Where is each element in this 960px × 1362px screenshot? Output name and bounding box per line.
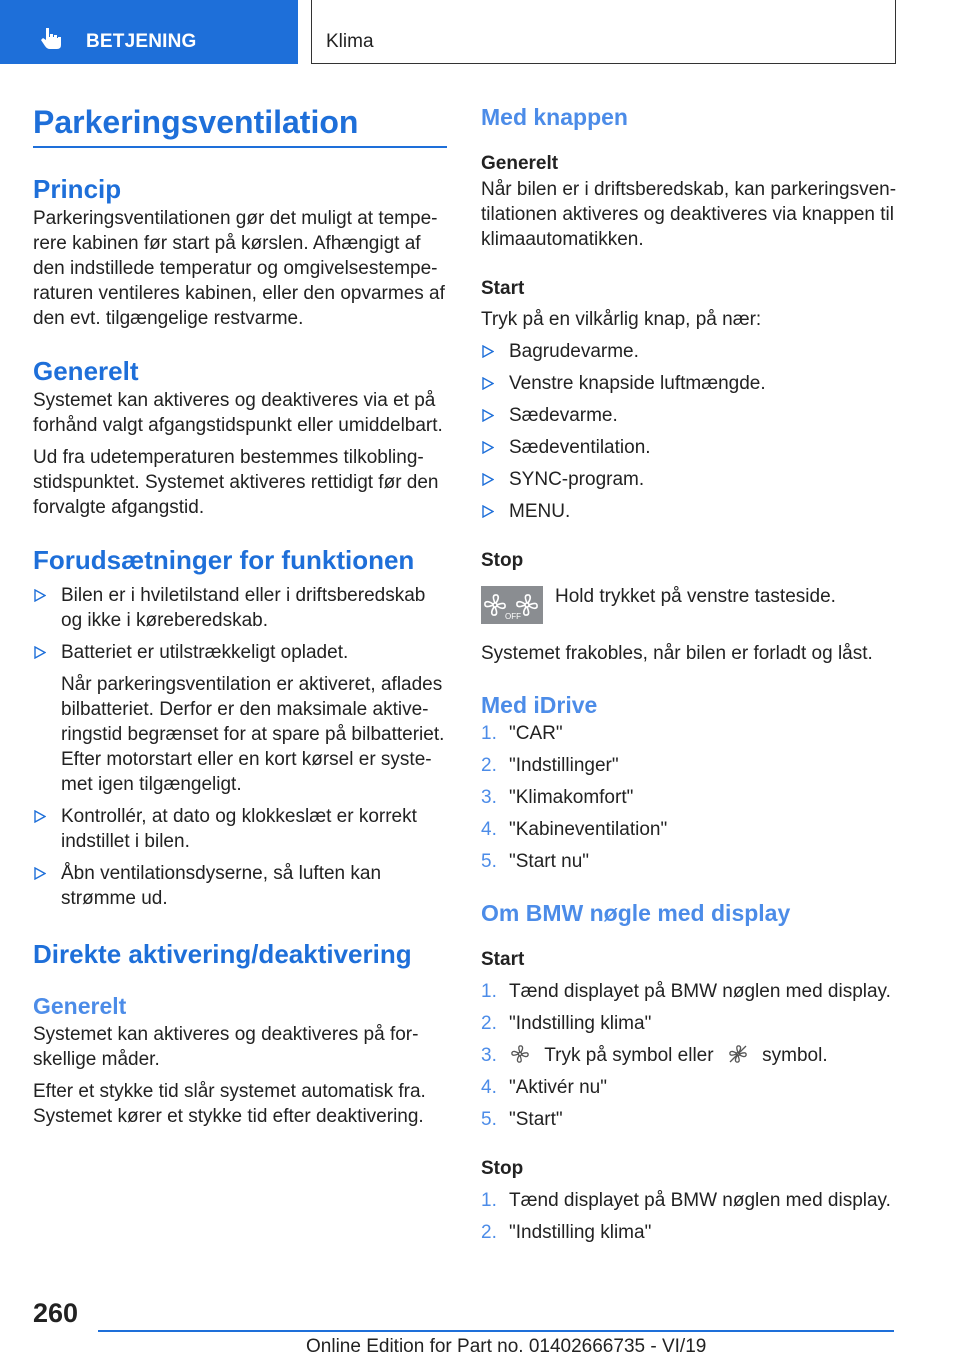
- text-line: Parkeringsventilationen gør det muligt at tempe-: [33, 208, 438, 229]
- text-line: tilationen aktiveres og deaktiveres via knappen til: [481, 204, 894, 225]
- triangle-bullet-icon: [482, 409, 494, 422]
- text-line: Kontrollér, at dato og klokkeslæt er korrekt: [61, 806, 417, 827]
- list-item-text: "Start nu": [509, 851, 590, 872]
- text-line: klimaautomatikken.: [481, 229, 644, 250]
- step-number: 2.: [481, 1222, 497, 1243]
- page-number: 260: [33, 1298, 79, 1328]
- list-item-text: Tænd displayet på BMW nøglen med display.: [509, 981, 891, 1002]
- text-line: strømme ud.: [61, 888, 168, 909]
- key-start-steps: [481, 979, 901, 1132]
- text-line: Systemet kan aktiveres og deaktiveres via et på: [33, 390, 436, 411]
- step-number: 3.: [481, 1045, 497, 1066]
- list-item: [481, 1220, 901, 1245]
- text-line: raturen ventileres kabinen, eller den opvarmes af: [33, 283, 445, 304]
- knappen-generelt-label: Generelt: [481, 153, 559, 174]
- list-item-text: "Indstilling klima": [509, 1222, 652, 1243]
- list-item: [481, 1107, 901, 1132]
- text-line: bilbatteriet. Derfor er den maksimale aktive-: [61, 699, 429, 720]
- step-number: 2.: [481, 755, 497, 776]
- text-line: forhånd valgt afgangstidspunkt eller umiddelbart.: [33, 415, 443, 436]
- direkte-para-2: [33, 1079, 447, 1129]
- list-item-text: Tænd displayet på BMW nøglen med display.: [509, 1190, 891, 1211]
- chapter-label: Klima: [326, 31, 374, 52]
- triangle-bullet-icon: [482, 345, 494, 358]
- text-line: skellige måder.: [33, 1049, 160, 1070]
- list-item-text: "CAR": [509, 723, 563, 744]
- text-line: ringstid begrænset for at spare på bilbatteriet.: [61, 724, 445, 745]
- list-item-text: "Indstilling klima": [509, 1013, 652, 1034]
- list-item: [33, 861, 447, 911]
- step-number: 1.: [481, 1190, 497, 1211]
- generelt-heading: Generelt: [33, 356, 139, 386]
- knappen-generelt-text: [481, 177, 901, 252]
- list-item: [481, 849, 901, 874]
- chapter-box: [311, 0, 896, 64]
- list-item-text: symbol.: [762, 1045, 828, 1066]
- stop-after-text: Systemet frakobles, når bilen er forladt og låst.: [481, 643, 873, 664]
- battery-note: [61, 672, 447, 797]
- triangle-bullet-icon: [482, 377, 494, 390]
- list-item-text: Bagrudevarme.: [509, 341, 639, 362]
- page-title: Parkeringsventilation: [33, 104, 359, 140]
- step-number: 1.: [481, 723, 497, 744]
- text-line: Når bilen er i driftsberedskab, kan parkeringsven-: [481, 179, 897, 200]
- requirements-list: [33, 583, 447, 911]
- princip-text: [33, 206, 447, 331]
- step-number: 4.: [481, 819, 497, 840]
- idrive-steps: [481, 721, 901, 874]
- knappen-start-intro: Tryk på en vilkårlig knap, på nær:: [481, 309, 762, 330]
- stop-instruction: [481, 586, 901, 624]
- key-heading: Om BMW nøgle med display: [481, 900, 791, 926]
- list-item: [481, 753, 901, 778]
- text-line: Bilen er i hviletilstand eller i driftsberedskab: [61, 585, 426, 606]
- fan-off-button-icon: [481, 586, 543, 624]
- hand-pointer-icon: [40, 26, 64, 50]
- text-line: Batteriet er utilstrækkeligt opladet.: [61, 642, 349, 663]
- list-item: [481, 1188, 901, 1213]
- list-item: [481, 721, 901, 746]
- list-item: [481, 817, 901, 842]
- text-line: Åbn ventilationsdyserne, så luften kan: [61, 863, 382, 884]
- text-line: indstillet i bilen.: [61, 831, 190, 852]
- list-item: [481, 1043, 901, 1068]
- list-item: [481, 499, 901, 524]
- list-item: [481, 785, 901, 810]
- direkte-heading: Direkte aktivering/deaktivering: [33, 939, 412, 969]
- section-tab-label: BETJENING: [86, 31, 197, 52]
- list-item-text: "Klimakomfort": [509, 787, 634, 808]
- list-item: [33, 640, 447, 797]
- list-item: [481, 467, 901, 492]
- title-rule: [33, 146, 447, 148]
- text-line: Systemet kører et stykke tid efter deaktivering.: [33, 1106, 424, 1127]
- princip-heading: Princip: [33, 174, 122, 204]
- triangle-bullet-icon: [34, 810, 46, 823]
- triangle-bullet-icon: [482, 505, 494, 518]
- list-item: [33, 583, 447, 633]
- text-line: rere kabinen før start på kørslen. Afhængigt af: [33, 233, 421, 254]
- list-item-text: SYNC-program.: [509, 469, 645, 490]
- knappen-stop-label: Stop: [481, 550, 524, 571]
- direkte-para-1: [33, 1022, 447, 1072]
- text-line: stidspunktet. Systemet aktiveres rettidigt før den: [33, 472, 439, 493]
- key-stop-steps: [481, 1188, 901, 1245]
- step-number: 1.: [481, 981, 497, 1002]
- direkte-subheading: Generelt: [33, 993, 127, 1019]
- footer-rule: [98, 1330, 894, 1332]
- fan-icon: [509, 1044, 531, 1064]
- svg-text:OFF: OFF: [505, 612, 521, 621]
- text-line: met igen tilgængeligt.: [61, 774, 242, 795]
- knappen-heading: Med knappen: [481, 104, 628, 130]
- list-item: [33, 804, 447, 854]
- list-item: [481, 371, 901, 396]
- text-line: Når parkeringsventilation er aktiveret, aflades: [61, 674, 443, 695]
- triangle-bullet-icon: [34, 867, 46, 880]
- key-start-label: Start: [481, 949, 525, 970]
- list-item-text: "Aktivér nu": [509, 1077, 607, 1098]
- key-stop-label: Stop: [481, 1158, 524, 1179]
- left-column: [33, 100, 447, 1129]
- list-item-text: Sædeventilation.: [509, 437, 651, 458]
- list-item: [481, 1075, 901, 1100]
- text-line: den indstillede temperatur og omgivelsestempe-: [33, 258, 438, 279]
- list-item-text: Venstre knapside luftmængde.: [509, 373, 766, 394]
- list-item-text: MENU.: [509, 501, 571, 522]
- list-item: [481, 339, 901, 364]
- forudsaetninger-heading: Forudsætninger for funktionen: [33, 545, 415, 575]
- text-line: Systemet kan aktiveres og deaktiveres på for-: [33, 1024, 419, 1045]
- text-line: Ud fra udetemperaturen bestemmes tilkobling-: [33, 447, 424, 468]
- text-line: Efter motorstart eller en kort kørsel er syste-: [61, 749, 432, 770]
- right-column: [481, 100, 901, 1245]
- fan-off-icon: [727, 1044, 749, 1064]
- list-item-text: "Kabineventilation": [509, 819, 668, 840]
- list-item-text: "Start": [509, 1109, 563, 1130]
- text-line: den evt. tilgængelige restvarme.: [33, 308, 304, 329]
- start-exceptions-list: [481, 339, 901, 524]
- list-item-text: Tryk på symbol eller: [544, 1045, 714, 1066]
- list-item-text: Sædevarme.: [509, 405, 618, 426]
- list-item: [481, 979, 901, 1004]
- triangle-bullet-icon: [34, 589, 46, 602]
- list-item: [481, 1011, 901, 1036]
- edition-text: Online Edition for Part no. 01402666735 - VI/19: [306, 1336, 707, 1357]
- text-line: og ikke i køreberedskab.: [61, 610, 268, 631]
- idrive-heading: Med iDrive: [481, 692, 598, 718]
- list-item-text: "Indstillinger": [509, 755, 619, 776]
- list-item: [481, 403, 901, 428]
- stop-text: Hold trykket på venstre tasteside.: [555, 586, 836, 607]
- section-tab[interactable]: [0, 0, 298, 64]
- step-number: 3.: [481, 787, 497, 808]
- generelt-para-1: [33, 388, 447, 438]
- list-item: [481, 435, 901, 460]
- step-number: 5.: [481, 1109, 497, 1130]
- text-line: Efter et stykke tid slår systemet automatisk fra.: [33, 1081, 426, 1102]
- step-number: 2.: [481, 1013, 497, 1034]
- knappen-start-label: Start: [481, 278, 525, 299]
- generelt-para-2: [33, 445, 447, 520]
- triangle-bullet-icon: [482, 441, 494, 454]
- step-number: 4.: [481, 1077, 497, 1098]
- step-number: 5.: [481, 851, 497, 872]
- text-line: forvalgte afgangstid.: [33, 497, 205, 518]
- triangle-bullet-icon: [34, 646, 46, 659]
- triangle-bullet-icon: [482, 473, 494, 486]
